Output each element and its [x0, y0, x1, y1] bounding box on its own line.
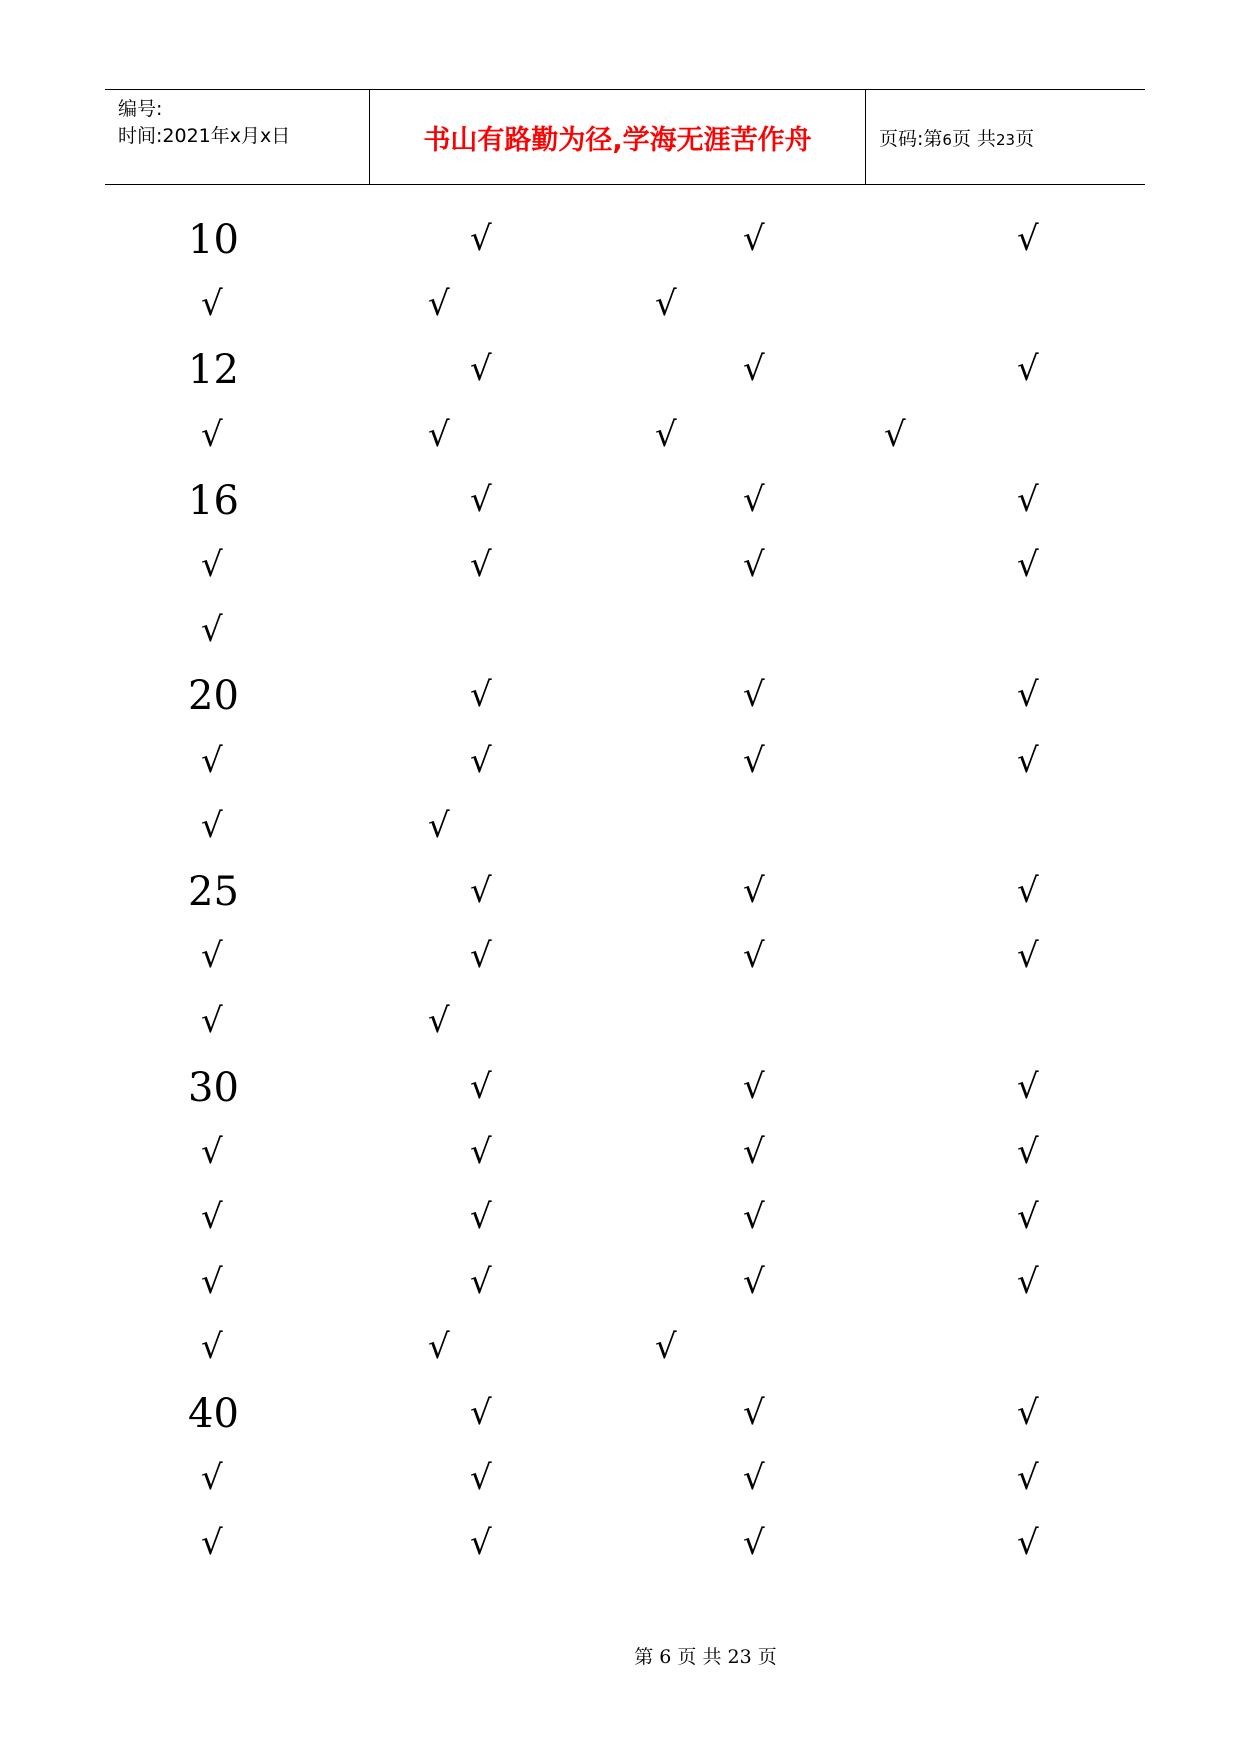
header-page-cell	[867, 90, 1145, 184]
page-prefix: 页码:第	[879, 127, 943, 150]
check-mark: √	[743, 1523, 765, 1563]
check-mark: √	[1017, 1066, 1039, 1107]
check-mark: √	[1017, 349, 1039, 390]
page-indicator	[879, 124, 1034, 151]
row-number: 30	[188, 1064, 239, 1111]
check-mark: √	[743, 545, 765, 585]
check-mark: √	[470, 1392, 492, 1433]
check-mark: √	[470, 219, 492, 259]
check-mark: √	[1017, 1392, 1039, 1433]
check-mark: √	[884, 414, 906, 455]
check-mark: √	[201, 1262, 223, 1303]
check-mark: √	[470, 1066, 492, 1107]
check-mark: √	[1017, 1262, 1039, 1303]
row-number: 25	[188, 869, 239, 915]
check-mark: √	[470, 1131, 492, 1172]
check-mark: √	[743, 1262, 765, 1303]
check-mark: √	[201, 1197, 223, 1237]
check-mark: √	[1017, 1457, 1039, 1498]
check-mark: √	[1017, 740, 1039, 781]
check-mark: √	[470, 479, 492, 520]
check-mark: √	[743, 479, 765, 520]
check-mark: √	[1017, 1523, 1039, 1563]
check-mark: √	[743, 936, 765, 977]
time-label: 时间:2021年x月x日	[118, 125, 291, 147]
check-mark: √	[470, 1262, 492, 1303]
check-mark: √	[1017, 479, 1039, 520]
check-mark: √	[201, 545, 223, 585]
check-mark: √	[428, 805, 450, 846]
check-mark: √	[470, 675, 492, 716]
check-mark: √	[470, 740, 492, 781]
check-mark: √	[655, 284, 677, 325]
page-header	[105, 89, 1145, 185]
check-mark: √	[1017, 219, 1039, 259]
page-mid: 页 共	[951, 127, 996, 150]
check-mark: √	[743, 740, 765, 781]
check-mark: √	[428, 284, 450, 325]
row-number: 10	[188, 217, 239, 263]
check-mark: √	[201, 740, 223, 781]
check-mark: √	[1017, 936, 1039, 977]
check-mark: √	[743, 1066, 765, 1107]
page-number: 6	[942, 130, 952, 149]
check-mark: √	[428, 1327, 450, 1368]
check-mark: √	[743, 871, 765, 911]
page-total: 23	[996, 130, 1016, 149]
check-mark: √	[743, 349, 765, 390]
check-mark: √	[470, 1457, 492, 1498]
check-mark: √	[201, 805, 223, 846]
row-number: 20	[188, 673, 239, 720]
check-mark: √	[1017, 1197, 1039, 1237]
check-mark: √	[743, 219, 765, 259]
check-mark: √	[1017, 545, 1039, 585]
check-mark: √	[201, 414, 223, 455]
row-number: 16	[188, 477, 239, 524]
check-mark: √	[428, 414, 450, 455]
header-meta-cell	[105, 90, 370, 184]
check-mark: √	[201, 1457, 223, 1498]
check-mark: √	[655, 414, 677, 455]
check-mark: √	[470, 545, 492, 585]
check-mark: √	[201, 284, 223, 325]
serial-label: 编号:	[118, 98, 163, 120]
row-number: 12	[188, 347, 239, 394]
check-mark: √	[201, 1131, 223, 1172]
check-mark: √	[1017, 675, 1039, 716]
check-mark: √	[201, 936, 223, 977]
check-mark: √	[201, 1001, 223, 1042]
header-motto-cell	[370, 90, 866, 184]
check-mark: √	[1017, 1131, 1039, 1172]
check-mark: √	[743, 675, 765, 716]
check-mark: √	[743, 1197, 765, 1237]
row-number: 40	[188, 1390, 239, 1437]
check-mark: √	[743, 1131, 765, 1172]
check-mark: √	[743, 1457, 765, 1498]
page-footer: 第 6 页 共 23 页	[634, 1646, 777, 1668]
check-mark: √	[201, 1327, 223, 1368]
check-mark: √	[743, 1392, 765, 1433]
check-mark: √	[201, 1523, 223, 1563]
check-mark: √	[470, 936, 492, 977]
check-mark: √	[470, 349, 492, 390]
check-mark: √	[470, 871, 492, 911]
check-mark: √	[428, 1001, 450, 1042]
motto: 书山有路勤为径,学海无涯苦作舟	[423, 124, 812, 156]
check-mark: √	[201, 610, 223, 651]
check-mark: √	[470, 1523, 492, 1563]
check-mark: √	[470, 1197, 492, 1237]
check-mark: √	[655, 1327, 677, 1368]
check-mark: √	[1017, 871, 1039, 911]
page-suffix: 页	[1015, 127, 1035, 150]
